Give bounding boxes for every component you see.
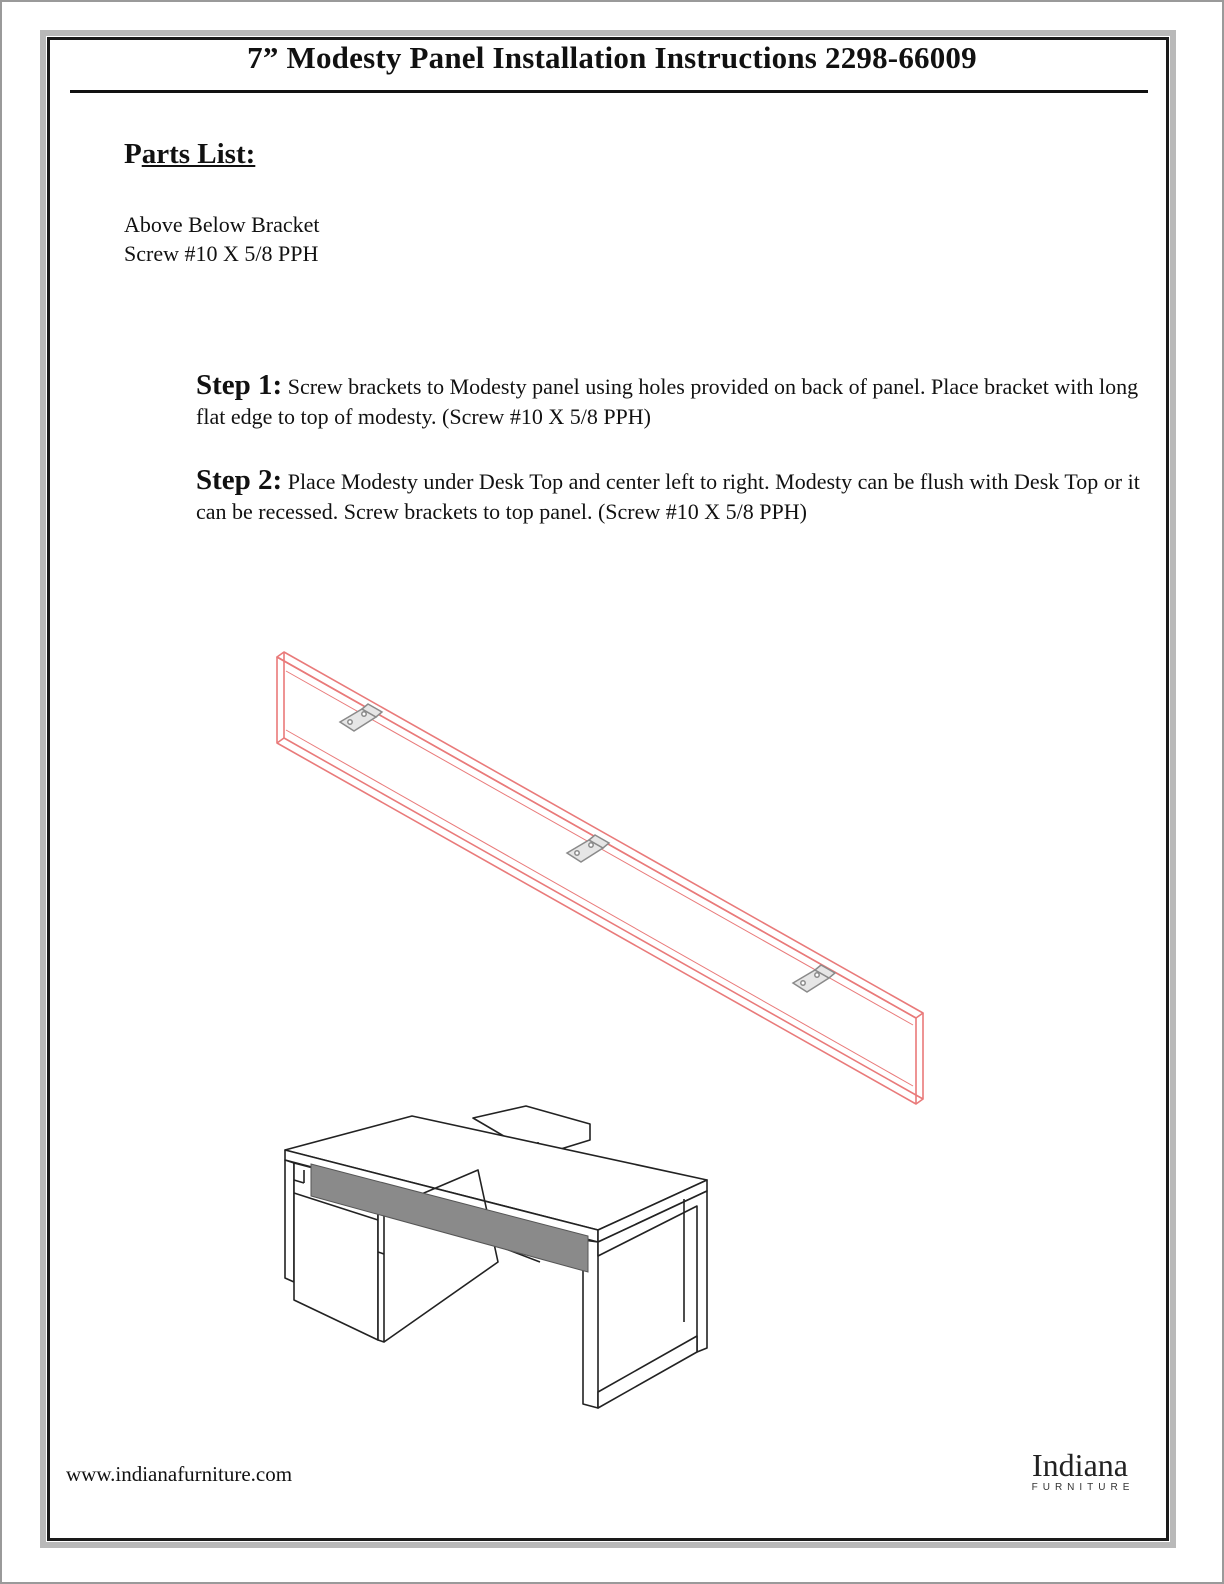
parts-heading-initial: P — [124, 138, 142, 170]
page-title: 7” Modesty Panel Installation Instructions 2298-66009 — [247, 40, 977, 75]
part-item-bracket: Above Below Bracket — [124, 212, 320, 237]
step-2-label: Step 2: — [196, 464, 283, 496]
step-1-text: Screw brackets to Modesty panel using holes provided on back of panel. Place bracket with long flat edge to top of modesty. (Screw #10 X 5/8 PPH) — [196, 374, 1139, 429]
bracket-icon — [340, 704, 382, 731]
modesty-panel-drawing — [277, 652, 923, 1104]
parts-heading-rest: arts List: — [141, 138, 256, 170]
logo-name: Indiana — [1032, 1447, 1128, 1483]
logo-subtitle: FURNITURE — [1031, 1482, 1135, 1493]
step-2-text: Place Modesty under Desk Top and center left to right. Modesty can be flush with Desk Top or it can be recessed. Screw brackets to top panel. (Screw #10 X 5/8 PPH) — [196, 469, 1140, 524]
desk-drawing — [285, 1106, 707, 1408]
website-url: www.indianafurniture.com — [66, 1462, 293, 1486]
part-item-screw: Screw #10 X 5/8 PPH — [124, 241, 319, 266]
brand-logo — [1020, 1448, 1140, 1493]
bracket-icon — [567, 835, 609, 862]
step-1-label: Step 1: — [196, 369, 283, 401]
